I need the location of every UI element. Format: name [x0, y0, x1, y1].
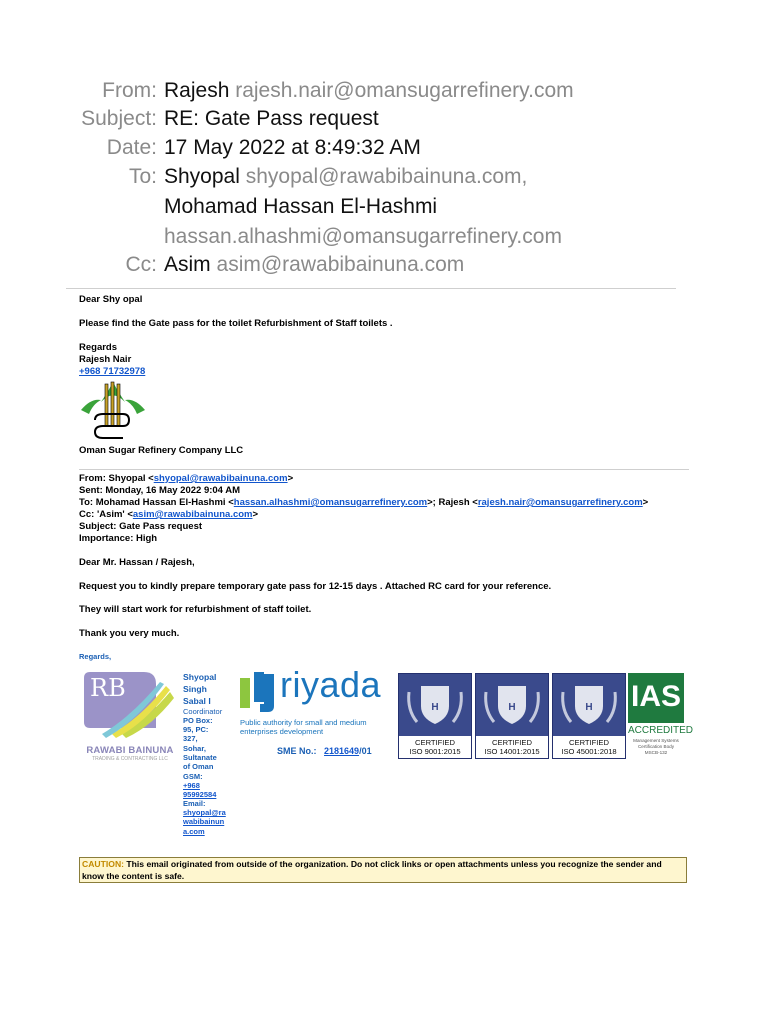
rawabi-name: RAWABI BAINUNA — [86, 745, 174, 756]
to-name-2: Mohamad Hassan El-Hashmi — [164, 195, 438, 218]
riyada-name: riyada — [280, 664, 382, 705]
quoted-from-email[interactable]: shyopal@rawabibainuna.com — [153, 473, 288, 484]
sig-name: Shyopal Singh Sabal I — [183, 672, 217, 706]
svg-text:H: H — [431, 702, 439, 713]
reply-signer: Rajesh Nair — [79, 354, 132, 365]
reply-body: Please find the Gate pass for the toilet Refurbishment of Staff toilets . — [79, 318, 393, 329]
date-value: 17 May 2022 at 8:49:32 AM — [164, 136, 421, 159]
quoted-divider — [79, 469, 689, 470]
quoted-thanks: Thank you very much. — [79, 628, 180, 639]
to-value — [164, 162, 527, 192]
sme-number-link[interactable]: 2181649 — [324, 746, 360, 756]
quoted-subject: Subject: Gate Pass request — [79, 521, 203, 532]
caution-text: This email originated from outside of the organization. Do not click links or open attachments unless you recognize the sender and know the content is safe. — [82, 859, 662, 881]
cc-label: Cc: — [125, 253, 157, 276]
shield-icon — [553, 674, 625, 736]
svg-text:H: H — [508, 702, 516, 713]
ias-logo: IAS — [628, 673, 684, 723]
caution-label: CAUTION: — [82, 859, 125, 869]
from-value — [164, 76, 574, 106]
caution-banner — [79, 857, 687, 883]
rawabi-sub: TRADING & CONTRACTING LLC — [92, 756, 168, 762]
riyada-logo — [238, 664, 388, 738]
to-label: To: — [128, 165, 157, 188]
sig-gsm: GSM: +968 95992584 — [183, 772, 217, 800]
quoted-to-email-2[interactable]: rajesh.nair@omansugarrefinery.com — [477, 497, 643, 508]
ias-accredited-badge: IAS ACCREDITED Management Systems Certification Body MSCB-132 — [628, 673, 684, 759]
riyada-mark-icon — [238, 670, 276, 714]
riyada-tagline-1: Public authority for small and medium — [240, 718, 367, 727]
shield-icon — [399, 674, 471, 736]
reply-phone-link[interactable]: +968 71732978 — [79, 366, 146, 377]
sig-title: Coordinator — [183, 707, 223, 716]
from-name: Rajesh — [164, 79, 230, 102]
quoted-line-2: They will start work for refurbishment of staff toilet. — [79, 604, 312, 615]
rawabi-mark-text: RB — [90, 674, 126, 702]
quoted-from: From: Shyopal <shyopal@rawabibainuna.com> — [79, 473, 294, 484]
riyada-tagline-2: enterprises development — [240, 727, 324, 736]
sme-number: SME No.: 2181649/01 — [277, 746, 372, 756]
subject-label: Subject: — [81, 107, 157, 130]
quoted-to: To: Mohamad Hassan El-Hashmi <hassan.alhashmi@omansugarrefinery.com>; Rajesh <rajesh.nair@omansugarrefinery.com> — [79, 497, 649, 508]
header-subject-row — [0, 104, 768, 134]
to-email-2[interactable]: hassan.alhashmi@omansugarrefinery.com — [164, 225, 562, 248]
to-name-1: Shyopal — [164, 165, 240, 188]
reply-regards: Regards — [79, 342, 118, 353]
iso-9001-badge: H CERTIFIED ISO 9001:2015 — [398, 673, 472, 759]
quoted-line-1: Request you to kindly prepare temporary gate pass for 12-15 days . Attached RC card for your reference. — [79, 581, 552, 592]
iso-14001-badge: H CERTIFIED ISO 14001:2015 — [475, 673, 549, 759]
header-cc-row — [0, 250, 768, 280]
subject-value: RE: Gate Pass request — [164, 107, 379, 130]
header-to-row-3 — [0, 222, 768, 252]
quoted-sent: Sent: Monday, 16 May 2022 9:04 AM — [79, 485, 241, 496]
quoted-regards: Regards, — [79, 652, 112, 661]
from-email[interactable]: rajesh.nair@omansugarrefinery.com — [235, 79, 574, 102]
ias-accredited-label: ACCREDITED — [628, 725, 694, 736]
reply-company: Oman Sugar Refinery Company LLC — [79, 445, 244, 456]
cc-name: Asim — [164, 253, 211, 276]
from-label: From: — [102, 79, 157, 102]
reply-greeting: Dear Shy opal — [79, 294, 143, 305]
quoted-importance: Importance: High — [79, 533, 158, 544]
cc-email[interactable]: asim@rawabibainuna.com — [216, 253, 465, 276]
quoted-cc: Cc: 'Asim' <asim@rawabibainuna.com> — [79, 509, 259, 520]
cc-value — [164, 250, 464, 280]
sme-label: SME No.: — [277, 746, 317, 756]
quoted-to-email-1[interactable]: hassan.alhashmi@omansugarrefinery.com — [233, 497, 428, 508]
oman-sugar-logo — [79, 380, 147, 442]
svg-text:H: H — [585, 702, 593, 713]
sig-gsm-link[interactable]: +968 95992584 — [183, 781, 217, 800]
sig-email-link[interactable]: shyopal@ra wabibainun a.com — [183, 808, 226, 836]
quoted-cc-email[interactable]: asim@rawabibainuna.com — [132, 509, 253, 520]
header-date-row — [0, 133, 768, 163]
quoted-greeting: Dear Mr. Hassan / Rajesh, — [79, 557, 195, 568]
shield-icon — [476, 674, 548, 736]
to-email-1[interactable]: shyopal@rawabibainuna.com, — [245, 165, 528, 188]
header-to-row — [0, 162, 768, 192]
date-label: Date: — [106, 136, 157, 159]
iso-45001-badge: H CERTIFIED ISO 45001:2018 — [552, 673, 626, 759]
rawabi-bainuna-logo — [82, 668, 178, 764]
sig-address: PO Box: 95, PC: 327, Sohar, Sultanate of Oman — [183, 716, 217, 772]
header-from-row — [0, 76, 768, 106]
sig-email: Email: shyopal@ra wabibainun a.com — [183, 799, 226, 836]
header-to-row-2 — [0, 192, 768, 222]
header-divider — [66, 288, 676, 289]
